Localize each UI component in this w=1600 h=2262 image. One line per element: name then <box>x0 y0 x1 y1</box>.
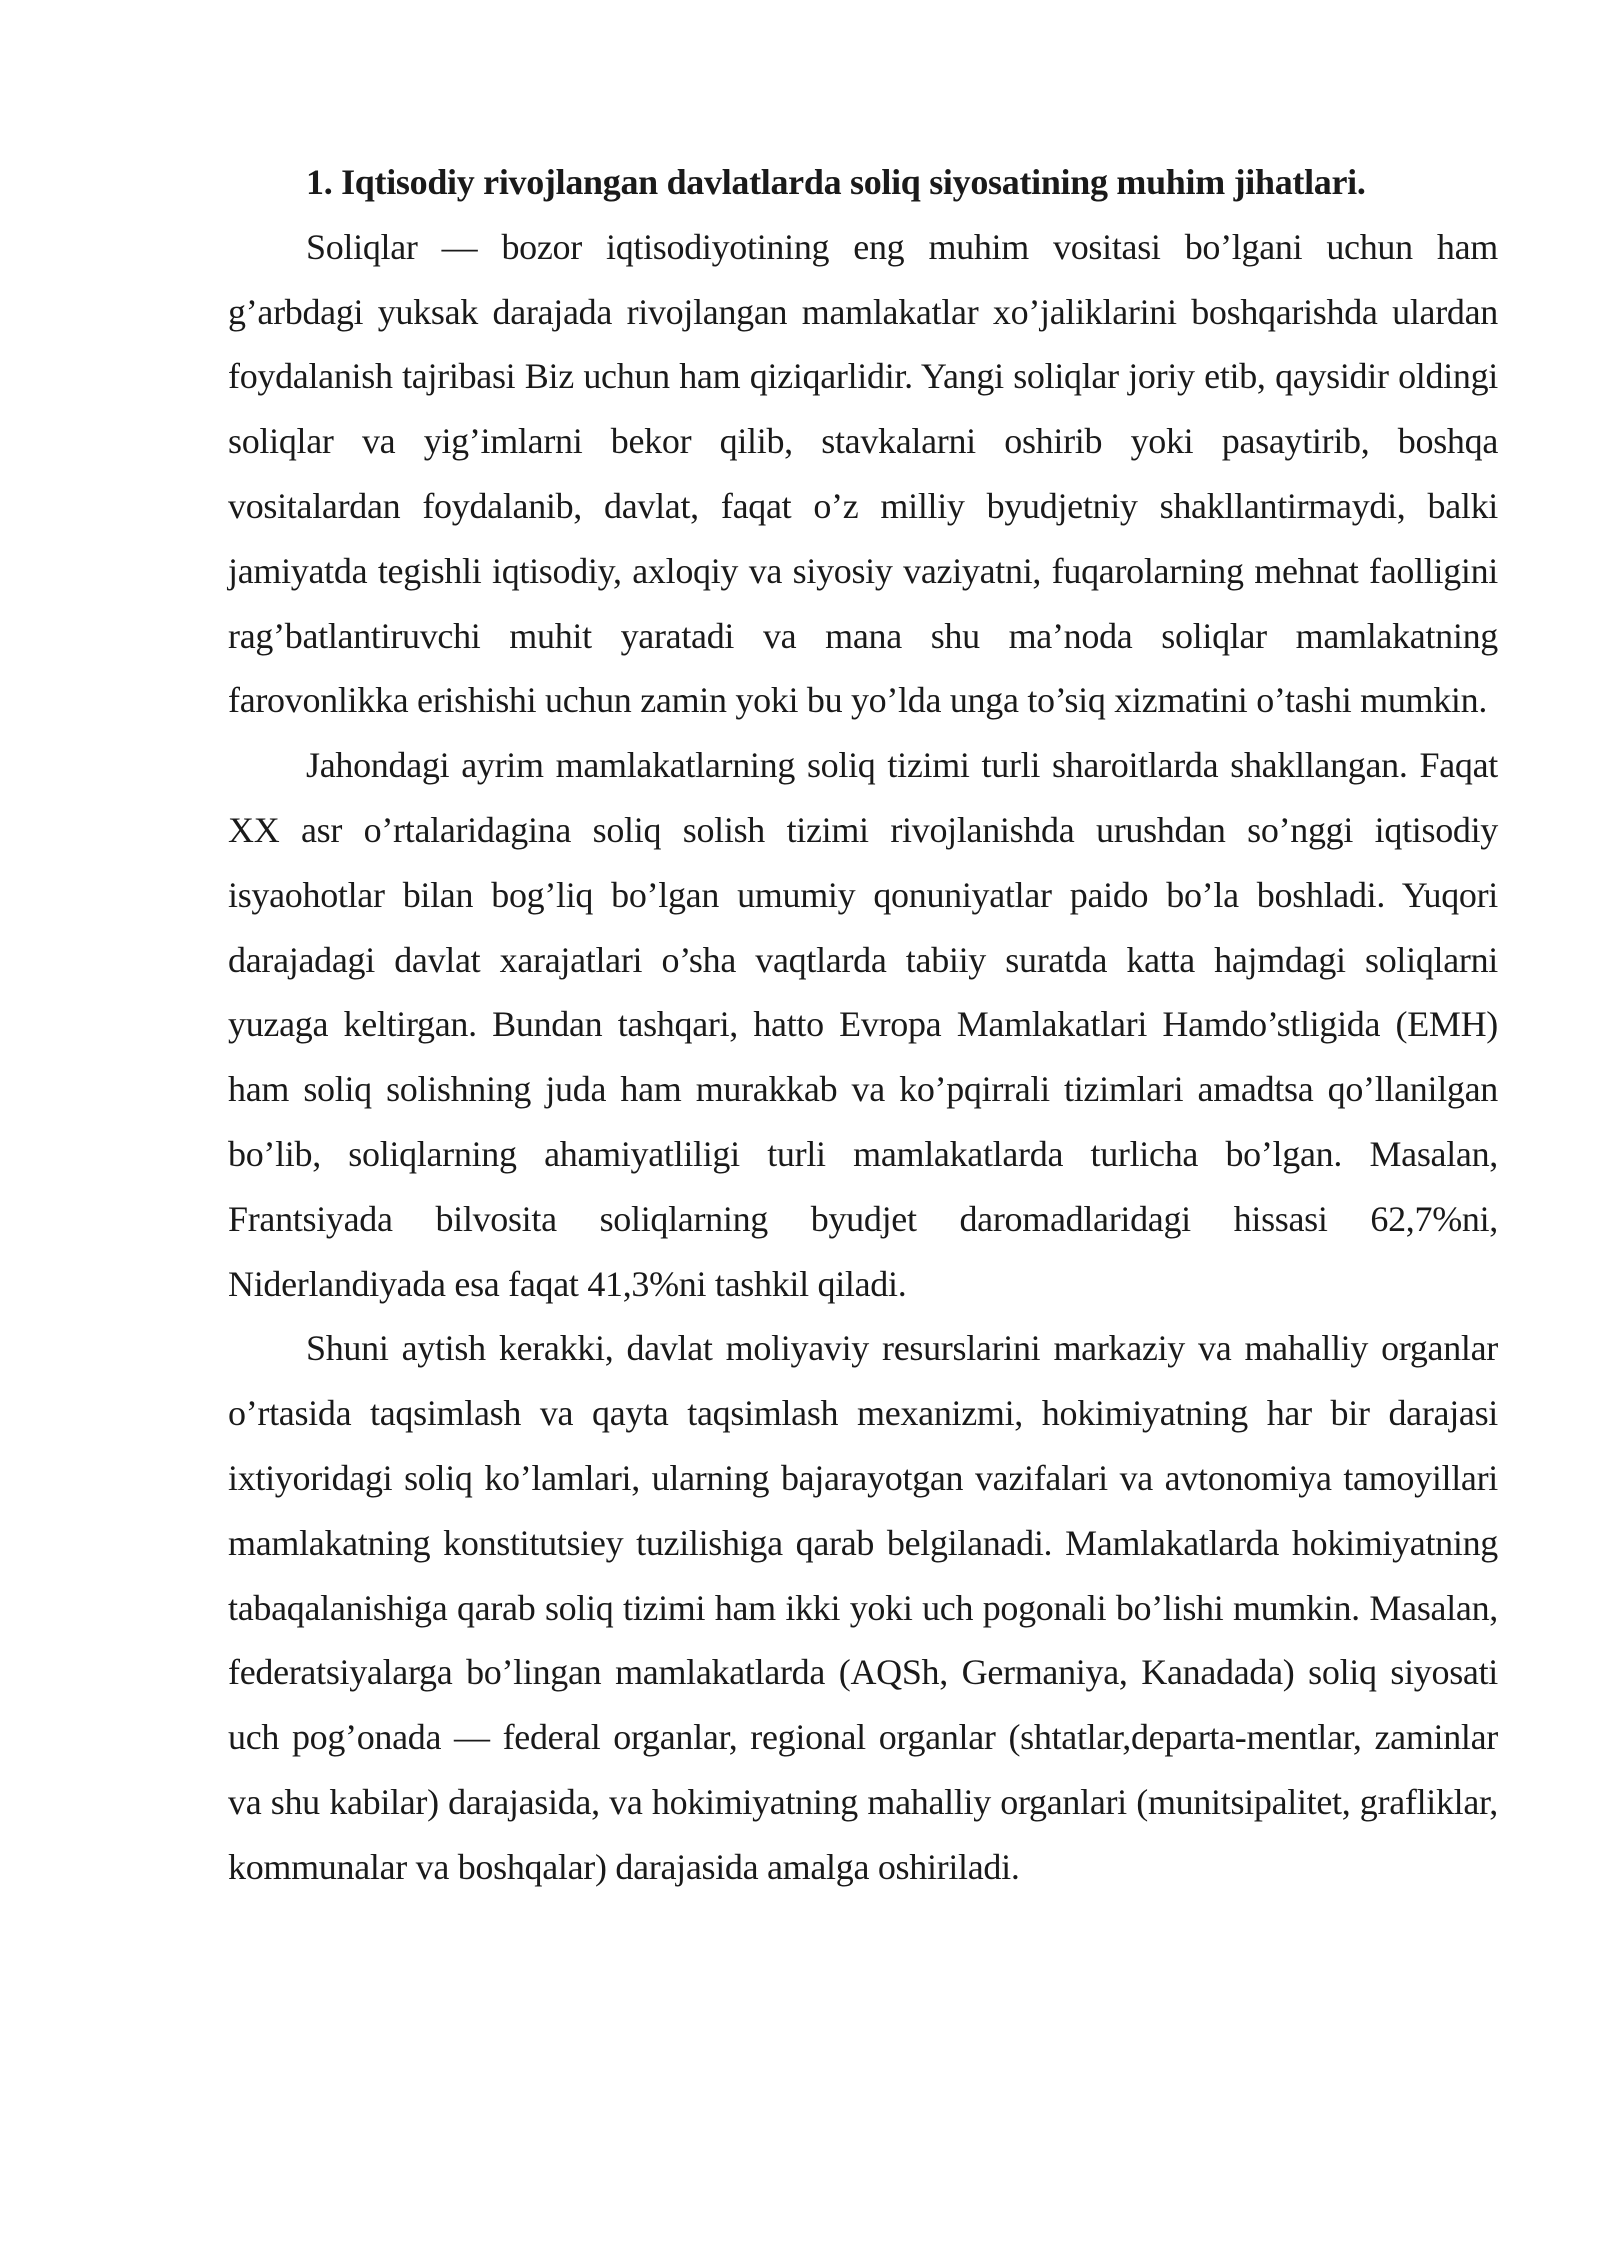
paragraph-taxes-role: Soliqlar — bozor iqtisodiyotining eng muhim vositasi bo’lgani uchun ham g’arbdagi yuksak darajada rivojlangan mamlakatlar xo’jaliklarini boshqarishda ulardan foydalanish tajribasi Biz uchun ham qiziqarlidir. Yangi soliqlar joriy etib, qaysidir oldingi soliqlar va yig’imlarni bekor qilib, stavkalarni oshirib yoki pasaytirib, boshqa vositalardan foydalanib, davlat, faqat o’z milliy byudjetniy shakllantirmaydi, balki jamiyatda tegishli iqtisodiy, axloqiy va siyosiy vaziyatni, fuqarolarning mehnat faolligini rag’batlantiruvchi muhit yaratadi va mana shu ma’noda soliqlar mamlakatning farovonlikka erishishi uchun zamin yoki bu yo’lda unga to’siq xizmatini o’tashi mumkin. <box>228 226 1498 721</box>
section-heading: 1. Iqtisodiy rivojlangan davlatlarda soliq siyosatining muhim jihatlari. <box>306 162 1366 202</box>
paragraph-world-tax-systems: Jahondagi ayrim mamlakatlarning soliq tizimi turli sharoitlarda shakllangan. Faqat XX asr o’rtalaridagina soliq solish tizimi rivojlanishda urushdan so’nggi iqtisodiy isyaohotlar bilan bog’liq bo’lgan umumiy qonuniyatlar paido bo’la boshladi. Yuqori darajadagi davlat xarajatlari o’sha vaqtlarda tabiiy suratda katta hajmdagi soliqlarni yuzaga keltirgan. Bundan tashqari, hatto Evropa Mamlakatlari Hamdo’stligida (EMH) ham soliq solishning juda ham murakkab va ko’pqirrali tizimlari amadtsa qo’llanilgan bo’lib, soliqlarning ahamiyatliligi turli mamlakatlarda turlicha bo’lgan. Masalan, Frantsiyada bilvosita soliqlarning byudjet daromadlaridagi hissasi 62,7%ni, Niderlandiyada esa faqat 41,3%ni tashkil qiladi. <box>228 745 1498 1304</box>
document-page <box>228 150 1498 1900</box>
paragraph-tax-levels: Shuni aytish kerakki, davlat moliyaviy resurslarini markaziy va mahalliy organlar o’rtasida taqsimlash va qayta taqsimlash mexanizmi, hokimiyatning har bir darajasi ixtiyoridagi soliq ko’lamlari, ularning bajarayotgan vazifalari va avtonomiya tamoyillari mamlakatning konstitutsiey tuzilishiga qarab belgilanadi. Mamlakatlarda hokimiyatning tabaqalanishiga qarab soliq tizimi ham ikki yoki uch pogonali bo’lishi mumkin. Masalan, federatsiyalarga bo’lingan mamlakatlarda (AQSh, Germaniya, Kanadada) soliq siyosati uch pog’onada — federal organlar, regional organlar (shtatlar,departa-mentlar, zaminlar va shu kabilar) darajasida, va hokimiyatning mahalliy organlari (munitsipalitet, grafliklar, kommunalar va boshqalar) darajasida amalga oshiriladi. <box>228 1328 1498 1887</box>
